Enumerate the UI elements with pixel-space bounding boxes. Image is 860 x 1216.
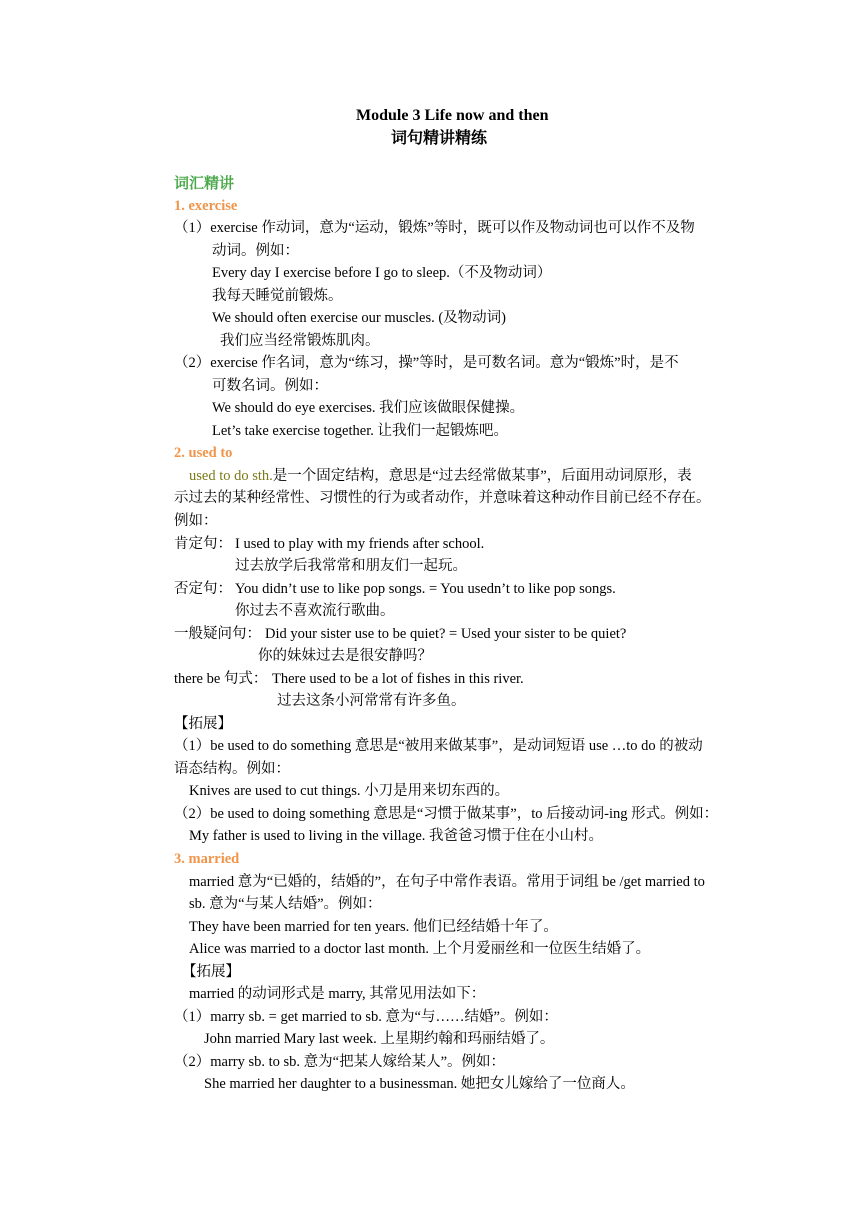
example-sentence: We should do eye exercises. 我们应该做眼保健操。 bbox=[212, 400, 525, 416]
example-sentence: We should often exercise our muscles. (及物动词) bbox=[212, 310, 506, 326]
example-sentence: I used to play with my friends after school. bbox=[235, 536, 485, 552]
example-sentence: Every day I exercise before I go to sleep.（不及物动词） bbox=[212, 265, 552, 281]
paragraph-line bbox=[189, 467, 692, 485]
paragraph-line: married 意为“已婚的，结婚的”，在句子中常作表语。常用于词组 be /get married to bbox=[189, 874, 705, 890]
paragraph-line: 可数名词。例如： bbox=[212, 378, 328, 394]
page-title: Module 3 Life now and then bbox=[356, 107, 549, 124]
example-sentence: Let’s take exercise together. 让我们一起锻炼吧。 bbox=[212, 423, 508, 439]
question-label: 一般疑问句： bbox=[174, 626, 261, 642]
example-translation: 过去这条小河常常有许多鱼。 bbox=[277, 693, 466, 709]
there-be-label: there be 句式： bbox=[174, 671, 268, 687]
example-sentence: There used to be a lot of fishes in this river. bbox=[272, 671, 524, 687]
paragraph-line: （2）exercise 作名词，意为“练习，操”等时，是可数名词。意为“锻炼”时，是不 bbox=[174, 355, 679, 371]
example-sentence: Knives are used to cut things. 小刀是用来切东西的。 bbox=[189, 783, 510, 799]
paragraph-text: 是一个固定结构，意思是“过去经常做某事”，后面用动词原形，表 bbox=[272, 468, 692, 484]
example-sentence: They have been married for ten years. 他们已经结婚十年了。 bbox=[189, 919, 558, 935]
paragraph-line: 例如： bbox=[174, 513, 218, 529]
paragraph-line: （1）marry sb. = get married to sb. 意为“与……结婚”。例如： bbox=[174, 1009, 558, 1025]
example-sentence: Alice was married to a doctor last month. 上个月爱丽丝和一位医生结婚了。 bbox=[189, 941, 651, 957]
example-translation: 你过去不喜欢流行歌曲。 bbox=[235, 603, 395, 619]
paragraph-line: （2）marry sb. to sb. 意为“把某人嫁给某人”。例如： bbox=[174, 1054, 506, 1070]
example-translation: 过去放学后我常常和朋友们一起玩。 bbox=[235, 558, 467, 574]
affirmative-label: 肯定句： bbox=[174, 536, 232, 552]
paragraph-line: （1）be used to do something 意思是“被用来做某事”，是动词短语 use …to do 的被动 bbox=[174, 738, 703, 754]
paragraph-line: 语态结构。例如： bbox=[174, 761, 290, 777]
paragraph-line: （2）be used to doing something 意思是“习惯于做某事”，to 后接动词-ing 形式。例如： bbox=[174, 806, 719, 822]
paragraph-line: 动词。例如： bbox=[212, 243, 299, 259]
section-label: 词汇精讲 bbox=[174, 176, 235, 192]
example-translation: 我们应当经常锻炼肌肉。 bbox=[220, 333, 380, 349]
example-sentence: You didn’t use to like pop songs. = You usedn’t to like pop songs. bbox=[235, 581, 616, 597]
extension-label: 【拓展】 bbox=[174, 716, 232, 732]
item-heading-used-to: 2. used to bbox=[174, 445, 233, 461]
key-phrase: used to do sth. bbox=[189, 468, 273, 484]
example-translation: 你的妹妹过去是很安静吗？ bbox=[258, 648, 432, 664]
page-subtitle: 词句精讲精练 bbox=[391, 130, 488, 147]
paragraph-line: sb. 意为“与某人结婚”。例如： bbox=[189, 896, 382, 912]
negative-label: 否定句： bbox=[174, 581, 232, 597]
paragraph-line: 示过去的某种经常性、习惯性的行为或者动作，并意味着这种动作目前已经不存在。 bbox=[174, 490, 711, 506]
extension-label: 【拓展】 bbox=[182, 964, 240, 980]
example-translation: 我每天睡觉前锻炼。 bbox=[212, 288, 343, 304]
item-heading-exercise: 1. exercise bbox=[174, 198, 238, 214]
paragraph-line: （1）exercise 作动词，意为“运动，锻炼”等时，既可以作及物动词也可以作不及物 bbox=[174, 220, 695, 236]
example-sentence: Did your sister use to be quiet? = Used your sister to be quiet? bbox=[265, 626, 627, 642]
paragraph-line: married 的动词形式是 marry, 其常见用法如下： bbox=[189, 986, 486, 1002]
example-sentence: My father is used to living in the village. 我爸爸习惯于住在小山村。 bbox=[189, 828, 604, 844]
item-heading-married: 3. married bbox=[174, 851, 240, 867]
example-sentence: She married her daughter to a businessman. 她把女儿嫁给了一位商人。 bbox=[204, 1076, 635, 1092]
example-sentence: John married Mary last week. 上星期约翰和玛丽结婚了。 bbox=[204, 1031, 555, 1047]
